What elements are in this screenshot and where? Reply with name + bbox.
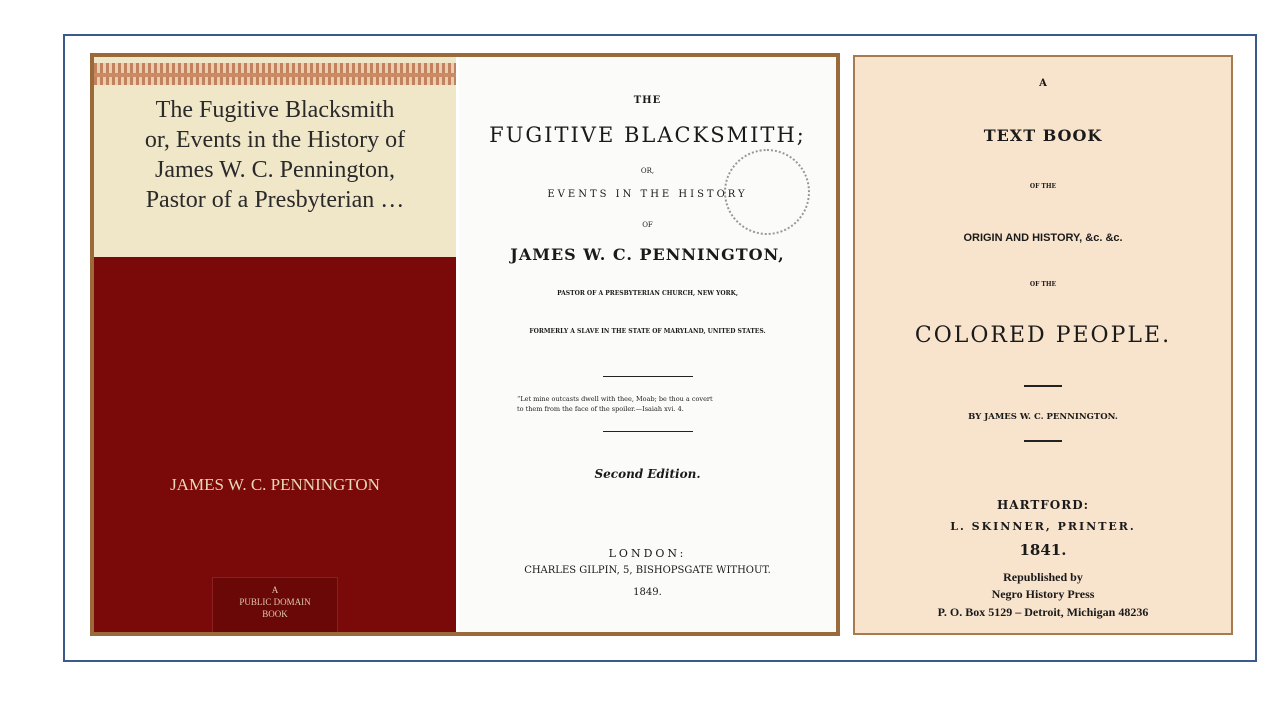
divider-bottom [855,440,1231,442]
text-book-title: TEXT BOOK [983,126,1103,145]
cover-title-line: Pastor of a Presbyterian … [145,187,405,213]
cover-title-line: James W. C. Pennington, [154,157,395,183]
publication-year: 1841. [1019,541,1067,559]
quote-line: “Let mine outcasts dwell with thee, Moab; be thou a covert [517,395,713,403]
of-label: OF [642,221,653,229]
edition-label: Second Edition. [594,467,701,481]
cover-title-line: or, Events in the History of [144,127,406,153]
publication-city: LONDON: [608,547,687,560]
colored-people-title: COLORED PEOPLE. [914,323,1172,348]
of-the-label: OF THE [1029,183,1057,190]
of-the-label: OF THE [1029,281,1057,288]
ebook-cover[interactable] [94,57,456,632]
the-label: THE [633,95,662,106]
scripture-quote [517,394,817,414]
badge-line: PUBLIC DOMAIN [239,597,311,607]
author-name: JAMES W. C. PENNINGTON, [510,245,785,264]
publisher-line: CHARLES GILPIN, 5, BISHOPSGATE WITHOUT. [524,565,771,576]
events-line: EVENTS IN THE HISTORY [547,189,748,200]
public-domain-badge [212,577,338,636]
publication-year: 1849. [633,587,662,598]
divider-top [855,385,1231,387]
cover-title-line: The Fugitive Blacksmith [155,97,395,123]
badge-line: BOOK [262,609,288,619]
republished-label: Republished by [1003,570,1083,584]
printer-line: L. SKINNER, PRINTER. [950,520,1136,533]
author-line: BY JAMES W. C. PENNINGTON. [968,412,1118,422]
divider-mid [459,431,836,432]
a-label: A [1039,78,1047,89]
press-address: P. O. Box 5129 – Detroit, Michigan 48236 [937,605,1149,619]
publication-city: HARTFORD: [996,498,1090,512]
or-label: OR, [640,167,655,175]
cover-red-area [94,257,456,632]
cover-author: JAMES W. C. PENNINGTON [170,475,380,494]
main-title: FUGITIVE BLACKSMITH; [489,123,806,147]
cover-ornament-line [94,73,456,77]
title-page-1849[interactable] [459,57,836,632]
quote-line: to them from the face of the spoiler.—Isaiah xvi. 4. [517,405,684,413]
divider-short [459,376,836,377]
formerly-line: FORMERLY A SLAVE IN THE STATE OF MARYLAND, UNITED STATES. [529,328,766,335]
pastor-line: PASTOR OF A PRESBYTERIAN CHURCH, NEW YORK, [557,290,738,297]
badge-line: A [271,585,279,595]
origin-line: ORIGIN AND HISTORY, &c. &c. [963,232,1123,244]
cover-title [94,95,456,215]
title-page-1841[interactable] [853,55,1233,635]
fugitive-blacksmith-panel [90,53,840,636]
press-name: Negro History Press [991,587,1095,601]
